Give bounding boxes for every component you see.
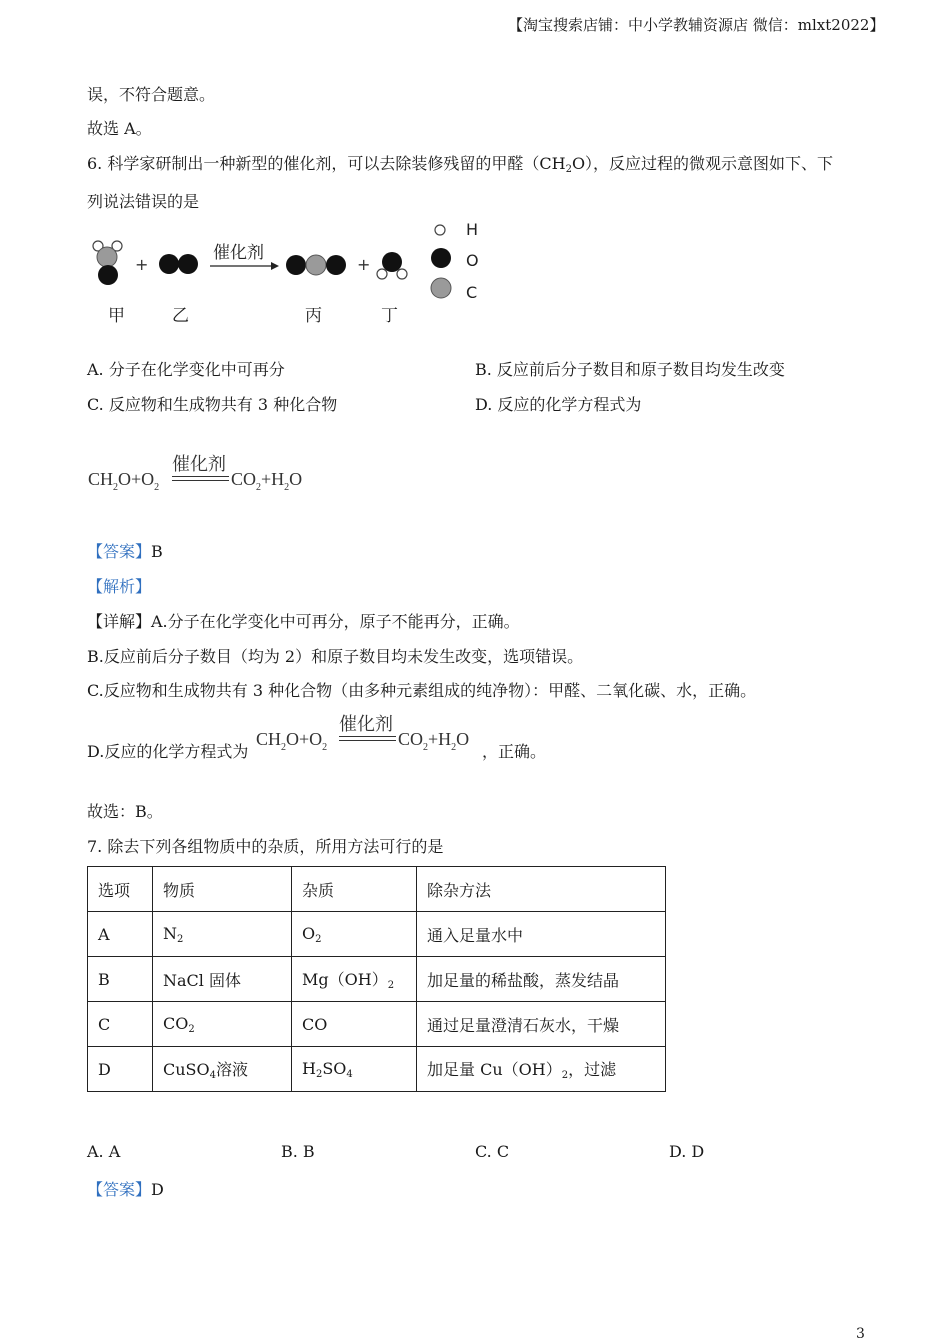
q7-option-a: A. A <box>87 1142 121 1161</box>
o-atom <box>159 254 179 274</box>
detail-equation-condition: 催化剂 <box>339 714 393 735</box>
legend-c-atom <box>431 278 451 298</box>
q7-stem: 7. 除去下列各组物质中的杂质，所用方法可行的是 <box>87 837 444 856</box>
o-atom <box>178 254 198 274</box>
cell-impurity: $H_2SO_4$ <box>292 1047 417 1092</box>
q6-option-c: C. 反应物和生成物共有 3 种化合物 <box>87 395 338 414</box>
page-number: 3 <box>856 1326 865 1342</box>
cell-impurity: $Mg(OH)_2$ <box>292 957 417 1002</box>
cell-method: 通过足量澄清石灰水，干燥 <box>417 1002 666 1047</box>
legend-h-atom <box>435 225 445 235</box>
cell-substance: CuSO$_4$溶液 <box>153 1047 292 1092</box>
prev-explanation-line: 误，不符合题意。 <box>87 85 216 104</box>
equation-equals-bar <box>172 476 229 481</box>
cell-substance: NaCl 固体 <box>153 957 292 1002</box>
molecule-oxygen <box>159 254 198 274</box>
q6-detail-d-prefix: D.反应的化学方程式为 <box>87 742 249 761</box>
q6-choice: 故选：B。 <box>87 802 163 821</box>
cell-substance: $N_2$ <box>153 912 292 957</box>
equation-left: $CH_2O+O_2$ <box>88 469 160 493</box>
cell-option: C <box>88 1002 153 1047</box>
prev-choice: 故选 A。 <box>87 119 152 138</box>
cell-method: 加足量的稀盐酸，蒸发结晶 <box>417 957 666 1002</box>
c-atom <box>306 255 326 275</box>
legend-label-h: H <box>466 220 479 239</box>
page-header: 【淘宝搜索店铺：中小学教辅资源店 微信：mlxt2022】 <box>508 16 885 34</box>
cell-impurity: $O_2$ <box>292 912 417 957</box>
q6-detail-d-suffix: ，正确。 <box>482 742 547 761</box>
cell-method: 加足量 $Cu(OH)_2$，过滤 <box>417 1047 666 1092</box>
legend-label-c: C <box>466 283 478 302</box>
o-atom <box>382 252 402 272</box>
atom-legend <box>431 225 451 298</box>
q7-option-c: C. C <box>475 1142 510 1161</box>
legend-o-atom <box>431 248 451 268</box>
header-substance: 物质 <box>153 867 292 912</box>
molecule-carbon-dioxide <box>286 255 346 275</box>
table-header-row <box>88 867 666 912</box>
q7-table <box>87 866 666 1092</box>
detail-equation-left: $CH_2O+O_2$ <box>256 729 328 753</box>
q6-option-d: D. 反应的化学方程式为 <box>475 395 642 414</box>
label-jia: 甲 <box>108 306 125 326</box>
header-option: 选项 <box>88 867 153 912</box>
arrow-label-catalyst: 催化剂 <box>213 243 264 263</box>
q6-detail-a: 【详解】A.分子在化学变化中可再分，原子不能再分，正确。 <box>87 612 520 631</box>
q7-answer: 【答案】D <box>87 1180 164 1199</box>
reaction-diagram <box>85 220 485 330</box>
table-row <box>88 1002 666 1047</box>
molecule-formaldehyde <box>93 241 122 285</box>
q7-option-d: D. D <box>669 1142 705 1161</box>
h-atom <box>397 269 407 279</box>
label-bing: 丙 <box>305 306 322 326</box>
table-row <box>88 1047 666 1092</box>
q6-stem-line1: 6. 科学家研制出一种新型的催化剂，可以去除装修残留的甲醛$(CH_2O)$，反应过程的微观示意图如下、下 <box>87 154 834 175</box>
cell-option: D <box>88 1047 153 1092</box>
header-impurity: 杂质 <box>292 867 417 912</box>
label-ding: 丁 <box>381 306 398 326</box>
plus-sign-1: + <box>135 255 149 274</box>
q6-option-a: A. 分子在化学变化中可再分 <box>87 360 285 379</box>
q6-stem-line2: 列说法错误的是 <box>87 192 200 211</box>
cell-impurity: CO <box>292 1002 417 1047</box>
cell-method: 通入足量水中 <box>417 912 666 957</box>
q7-option-b: B. B <box>281 1142 315 1161</box>
cell-option: B <box>88 957 153 1002</box>
o-atom <box>98 265 118 285</box>
arrow-head <box>271 262 279 270</box>
label-yi: 乙 <box>172 306 189 326</box>
cell-substance: $CO_2$ <box>153 1002 292 1047</box>
q6-answer: 【答案】B <box>87 542 163 561</box>
c-atom <box>97 247 117 267</box>
o-atom <box>326 255 346 275</box>
detail-equation-right: $CO_2+H_2O$ <box>398 729 470 753</box>
header-method: 除杂方法 <box>417 867 666 912</box>
legend-label-o: O <box>466 251 479 270</box>
molecule-water <box>377 252 407 279</box>
equation-condition: 催化剂 <box>172 454 226 475</box>
q6-option-b: B. 反应前后分子数目和原子数目均发生改变 <box>475 360 785 379</box>
plus-sign-2: + <box>357 255 371 274</box>
table-row <box>88 912 666 957</box>
h-atom <box>377 269 387 279</box>
detail-equation-equals-bar <box>339 736 396 741</box>
q6-detail-b: B.反应前后分子数目（均为 2）和原子数目均未发生改变，选项错误。 <box>87 647 584 666</box>
q6-detail-c: C.反应物和生成物共有 3 种化合物（由多种元素组成的纯净物）：甲醛、二氧化碳、水，正确。 <box>87 681 757 700</box>
table-row <box>88 957 666 1002</box>
cell-option: A <box>88 912 153 957</box>
o-atom <box>286 255 306 275</box>
equation-right: $CO_2+H_2O$ <box>231 469 303 493</box>
q6-analysis-tag: 【解析】 <box>87 577 152 596</box>
